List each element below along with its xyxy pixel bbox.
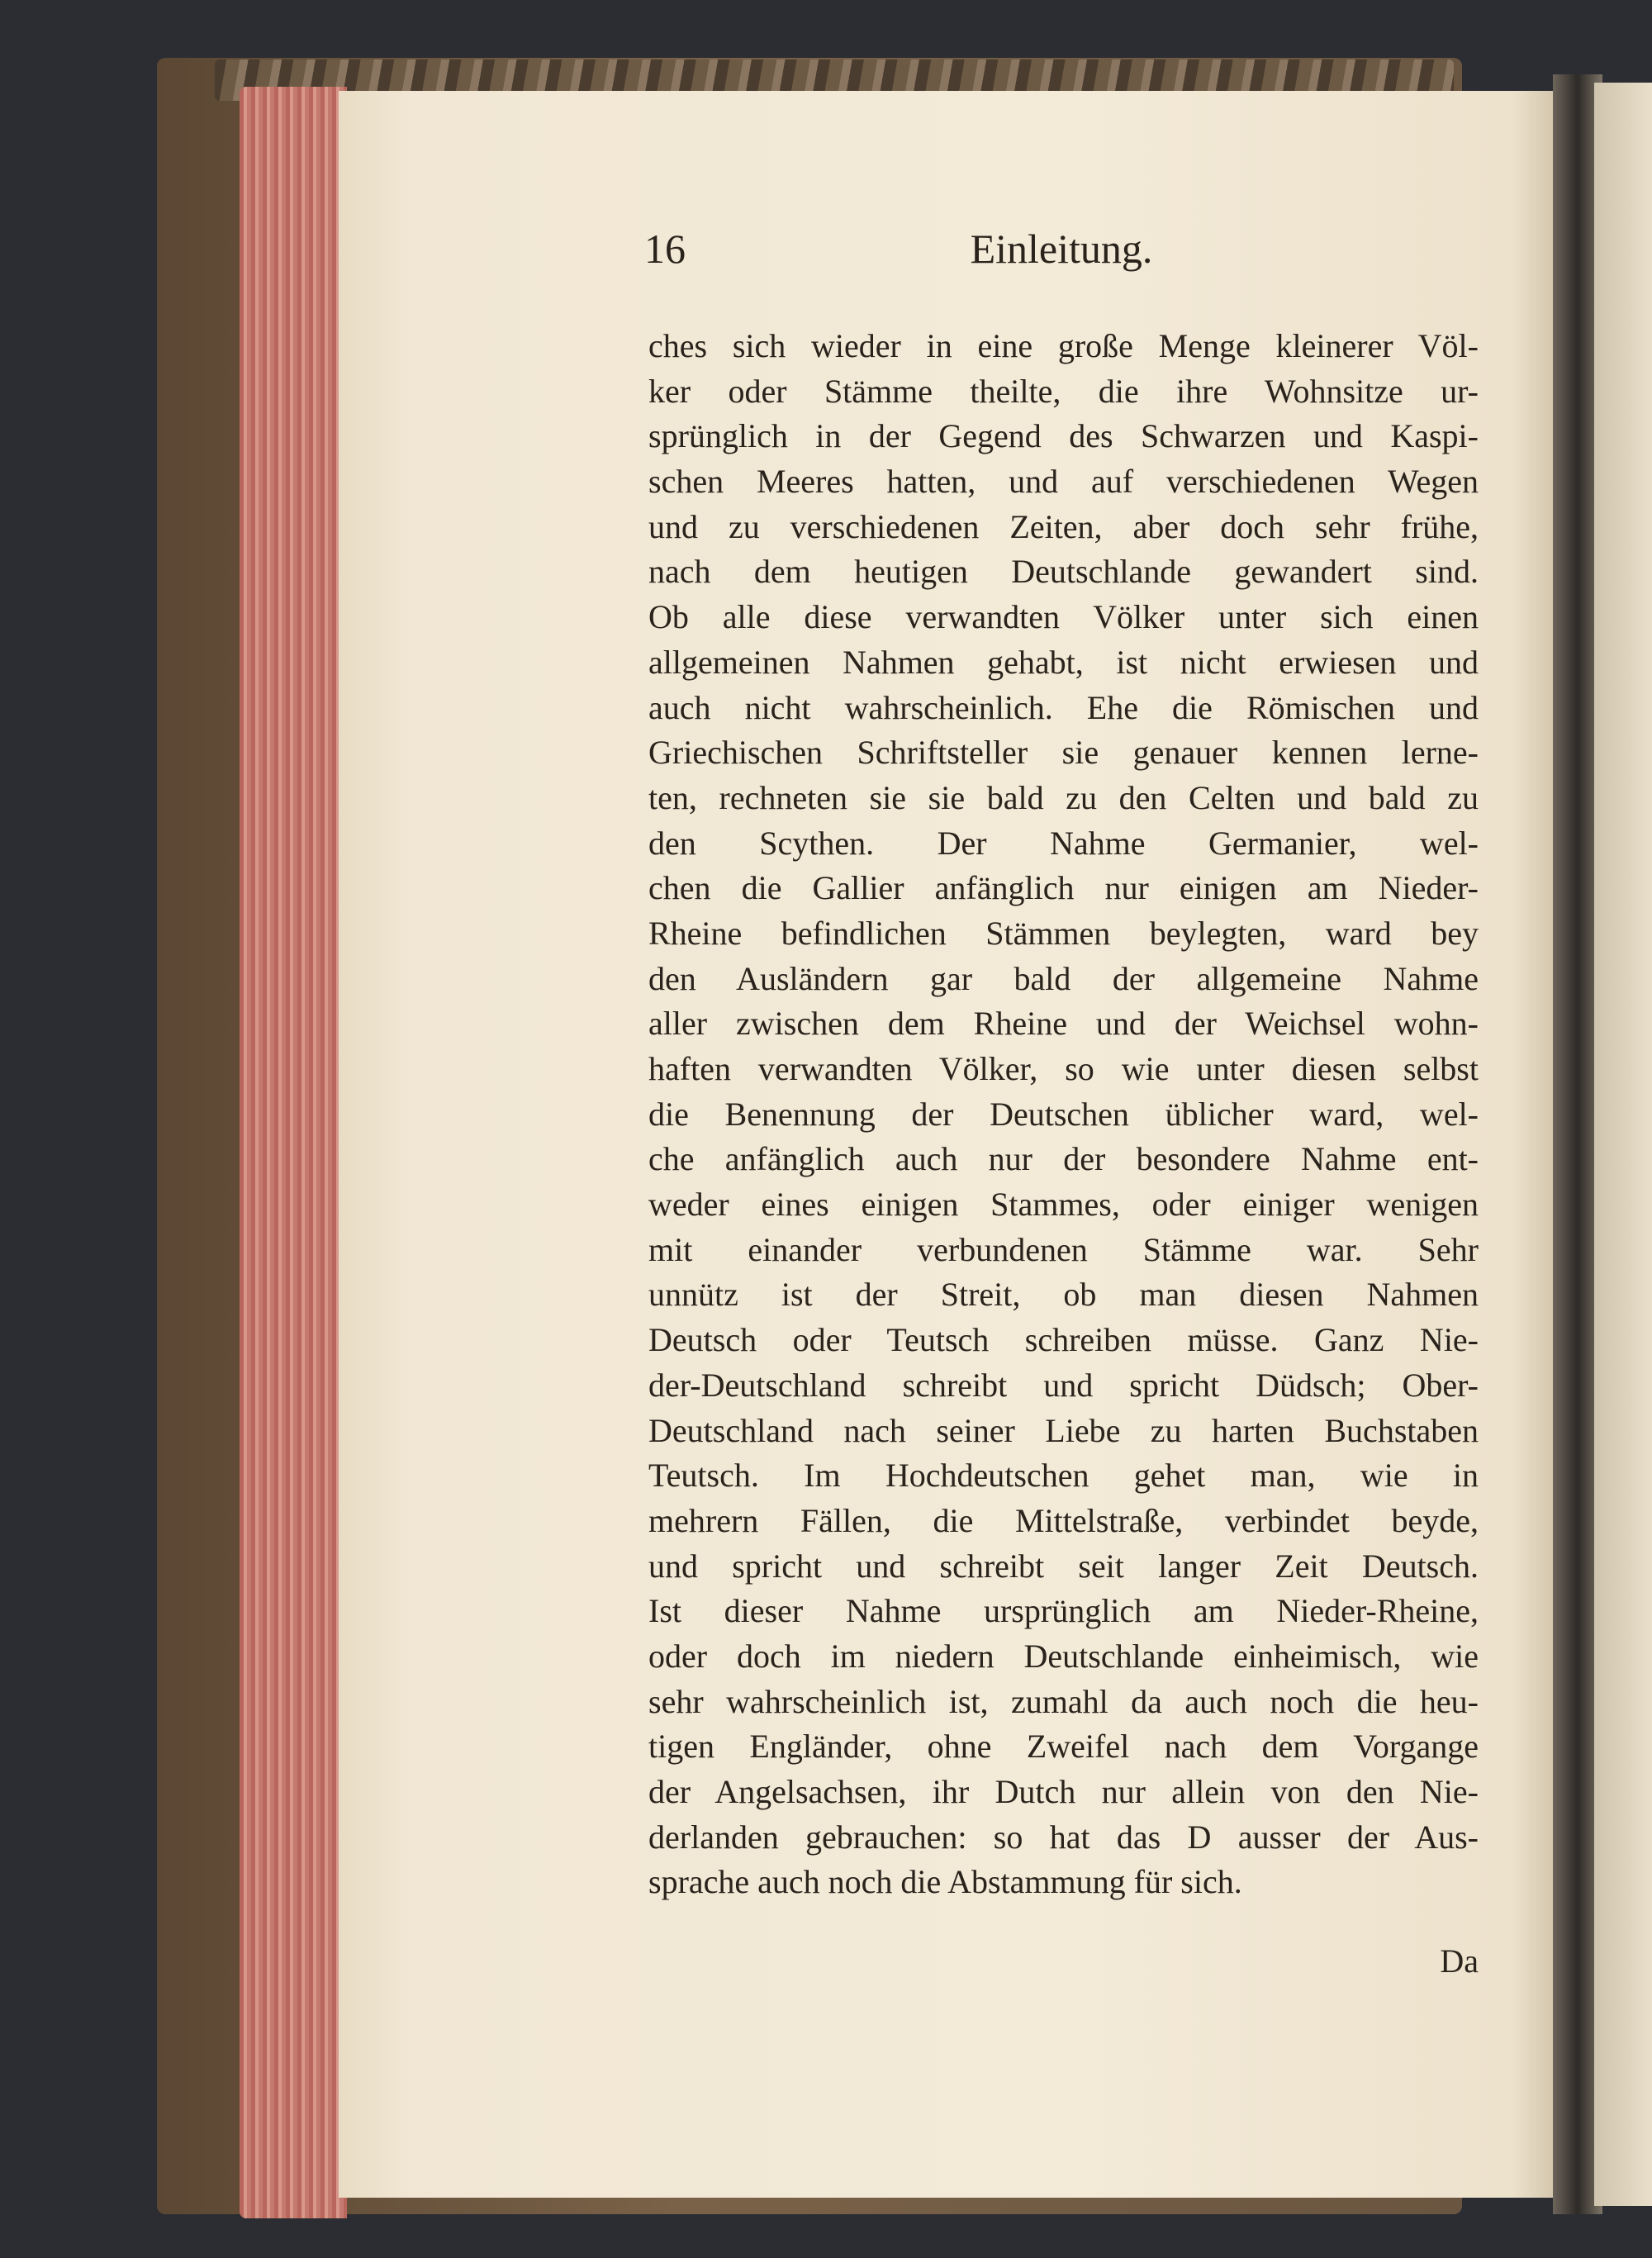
text-line: sehr wahrscheinlich ist, zumahl da auch noch die heu-: [648, 1682, 1479, 1720]
text-line: mit einander verbundenen Stämme war. Sehr: [648, 1230, 1479, 1268]
body-text: [648, 324, 1479, 1905]
text-line: tigen Engländer, ohne Zweifel nach dem Vorgange: [648, 1728, 1479, 1766]
text-line: nach dem heutigen Deutschlande gewandert sind.: [648, 553, 1479, 591]
text-line: der-Deutschland schreibt und spricht Düdsch; Ober-: [648, 1366, 1479, 1404]
text-line: Griechischen Schriftsteller sie genauer kennen lerne-: [648, 734, 1479, 772]
page-number: 16: [644, 226, 686, 272]
text-line: haften verwandten Völker, so wie unter diesen selbst: [648, 1050, 1479, 1087]
text-line: Teutsch. Im Hochdeutschen gehet man, wie in: [648, 1457, 1479, 1495]
text-line: Ob alle diese verwandten Völker unter sich einen: [648, 598, 1479, 636]
text-line: den Ausländern gar bald der allgemeine Nahme: [648, 959, 1479, 997]
text-line: ten, rechneten sie sie bald zu den Celten und bald zu: [648, 778, 1479, 816]
text-line: oder doch im niedern Deutschlande einheimisch, wie: [648, 1637, 1479, 1675]
text-line: und spricht und schreibt seit langer Zeit Deutsch.: [648, 1547, 1479, 1585]
text-line: und zu verschiedenen Zeiten, aber doch sehr frühe,: [648, 507, 1479, 545]
text-line: die Benennung der Deutschen üblicher ward, wel-: [648, 1095, 1479, 1133]
text-line: schen Meeres hatten, und auf verschiedenen Wegen: [648, 463, 1479, 501]
running-title: Einleitung.: [970, 226, 1153, 272]
text-line: ches sich wieder in eine große Menge kleinerer Völ-: [648, 327, 1479, 364]
text-line: sprache auch noch die Abstammung für sich.: [648, 1863, 1242, 1901]
text-line: sprünglich in der Gegend des Schwarzen und Kaspi-: [648, 417, 1479, 455]
text-line: unnütz ist der Streit, ob man diesen Nahmen: [648, 1276, 1479, 1314]
text-line: mehrern Fällen, die Mittelstraße, verbindet beyde,: [648, 1501, 1479, 1539]
text-line: allgemeinen Nahmen gehabt, ist nicht erwiesen und: [648, 643, 1479, 681]
text-line: ker oder Stämme theilte, die ihre Wohnsitze ur-: [648, 372, 1479, 410]
text-line: Deutschland nach seiner Liebe zu harten Buchstaben: [648, 1411, 1479, 1449]
text-line: aller zwischen dem Rheine und der Weichsel wohn-: [648, 1005, 1479, 1043]
text-line: Deutsch oder Teutsch schreiben müsse. Ganz Nie-: [648, 1321, 1479, 1359]
catchword: Da: [1440, 1942, 1479, 1980]
facing-page-edge: [1594, 83, 1652, 2206]
text-line: der Angelsachsen, ihr Dutch nur allein von den Nie-: [648, 1773, 1479, 1810]
text-line: Rheine befindlichen Stämmen beylegten, ward bey: [648, 914, 1479, 952]
text-line: auch nicht wahrscheinlich. Ehe die Römischen und: [648, 688, 1479, 726]
text-line: Ist dieser Nahme ursprünglich am Nieder-Rheine,: [648, 1592, 1479, 1630]
page-edges: [240, 87, 347, 2218]
text-line: den Scythen. Der Nahme Germanier, wel-: [648, 824, 1479, 862]
text-line: chen die Gallier anfänglich nur einigen am Nieder-: [648, 869, 1479, 907]
page-header: [644, 225, 1479, 274]
text-line: derlanden gebrauchen: so hat das D ausser der Aus-: [648, 1818, 1479, 1856]
text-line: che anfänglich auch nur der besondere Nahme ent-: [648, 1140, 1479, 1178]
text-line: weder eines einigen Stammes, oder einiger wenigen: [648, 1186, 1479, 1224]
